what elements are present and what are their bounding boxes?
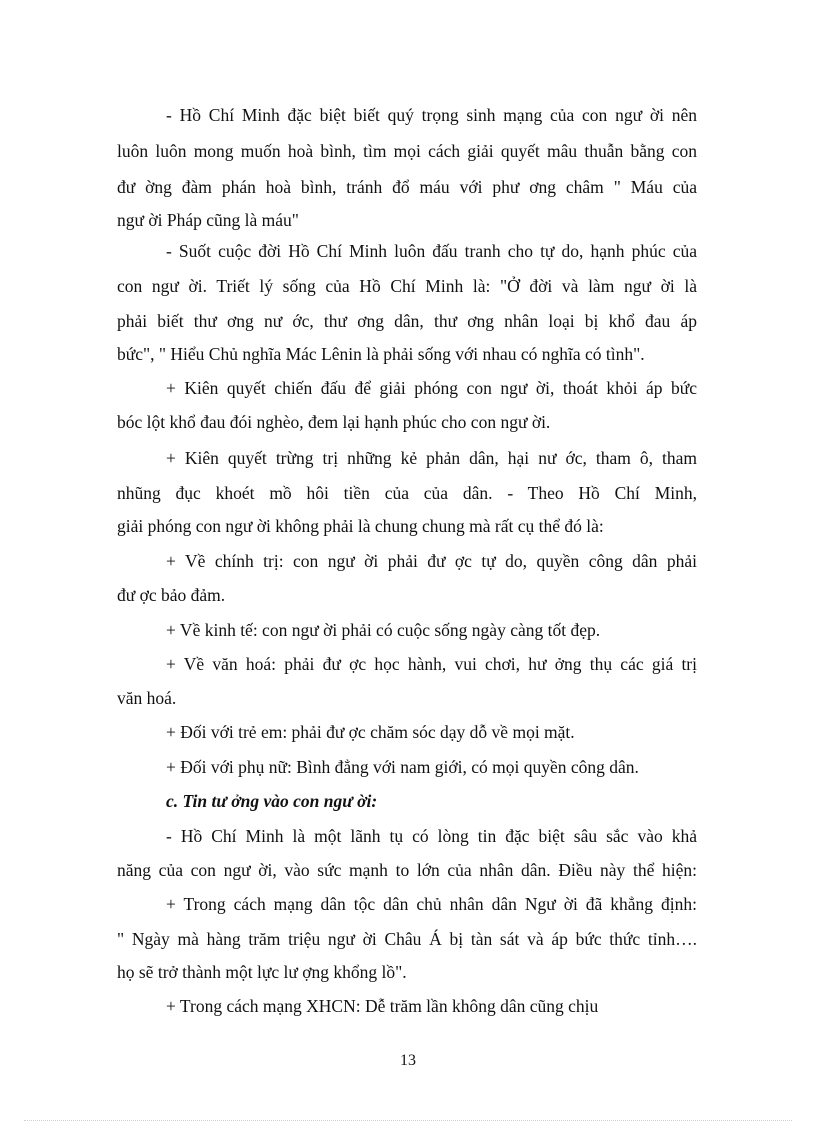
body-text-line: bóc lột khổ đau đói nghèo, đem lại hạnh phúc cho con ngư ời. — [117, 412, 551, 432]
body-text-line: - Hồ Chí Minh là một lãnh tụ có lòng tin đặc biệt sâu sắc vào khả — [166, 826, 697, 846]
body-text-line: + Đối với trẻ em: phải đư ợc chăm sóc dạy dỗ về mọi mặt. — [166, 722, 575, 742]
section-heading: c. Tin tư ởng vào con ngư ời: — [166, 791, 378, 811]
body-text-line: + Trong cách mạng dân tộc dân chủ nhân dân Ngư ời đã khẳng định: — [166, 894, 697, 914]
body-text-line: - Hồ Chí Minh đặc biệt biết quý trọng sinh mạng của con ngư ời nên — [166, 105, 697, 125]
body-text-line: + Về kinh tế: con ngư ời phải có cuộc sống ngày càng tốt đẹp. — [166, 620, 601, 640]
body-text-line: nhũng đục khoét mồ hôi tiền của của dân. - Theo Hồ Chí Minh, — [117, 483, 697, 503]
body-text-line: + Về văn hoá: phải đư ợc học hành, vui chơi, hư ởng thụ các giá trị — [166, 654, 697, 674]
body-text-line: luôn luôn mong muốn hoà bình, tìm mọi cách giải quyết mâu thuẫn bằng con — [117, 141, 697, 161]
body-text-line: họ sẽ trở thành một lực lư ợng khổng lồ". — [117, 962, 407, 982]
body-text-line: năng của con ngư ời, vào sức mạnh to lớn của nhân dân. Điều này thể hiện: — [117, 860, 697, 880]
body-text-line: " Ngày mà hàng trăm triệu ngư ời Châu Á bị tàn sát và áp bức thức tỉnh…. — [117, 929, 697, 949]
body-text-line: giải phóng con ngư ời không phải là chung chung mà rất cụ thể đó là: — [117, 516, 604, 536]
body-text-line: - Suốt cuộc đời Hồ Chí Minh luôn đấu tranh cho tự do, hạnh phúc của — [166, 241, 697, 261]
body-text-line: + Trong cách mạng XHCN: Dễ trăm lần không dân cũng chịu — [166, 996, 599, 1016]
body-text-line: + Về chính trị: con ngư ời phải đư ợc tự do, quyền công dân phải — [166, 551, 697, 571]
body-text-line: ngư ời Pháp cũng là máu" — [117, 210, 299, 230]
body-text-line: + Kiên quyết chiến đấu để giải phóng con ngư ời, thoát khỏi áp bức — [166, 378, 697, 398]
body-text-line: + Kiên quyết trừng trị những kẻ phản dân, hại nư ớc, tham ô, tham — [166, 448, 697, 468]
page-number: 13 — [400, 1052, 416, 1069]
body-text-line: đư ợc bảo đảm. — [117, 585, 226, 605]
body-text-line: + Đối với phụ nữ: Bình đẳng với nam giới, có mọi quyền công dân. — [166, 757, 639, 777]
body-text-line: đư ờng đàm phán hoà bình, tránh đổ máu với phư ơng châm " Máu của — [117, 177, 697, 197]
page-bottom-divider — [24, 1120, 792, 1121]
body-text-line: bức", " Hiểu Chủ nghĩa Mác Lênin là phải sống với nhau có nghĩa có tình". — [117, 344, 645, 364]
body-text-line: con ngư ời. Triết lý sống của Hồ Chí Minh là: "Ở đời và làm ngư ời là — [117, 276, 697, 296]
body-text-line: văn hoá. — [117, 688, 177, 708]
body-text-line: phải biết thư ơng nư ớc, thư ơng dân, thư ơng nhân loại bị khổ đau áp — [117, 311, 697, 331]
